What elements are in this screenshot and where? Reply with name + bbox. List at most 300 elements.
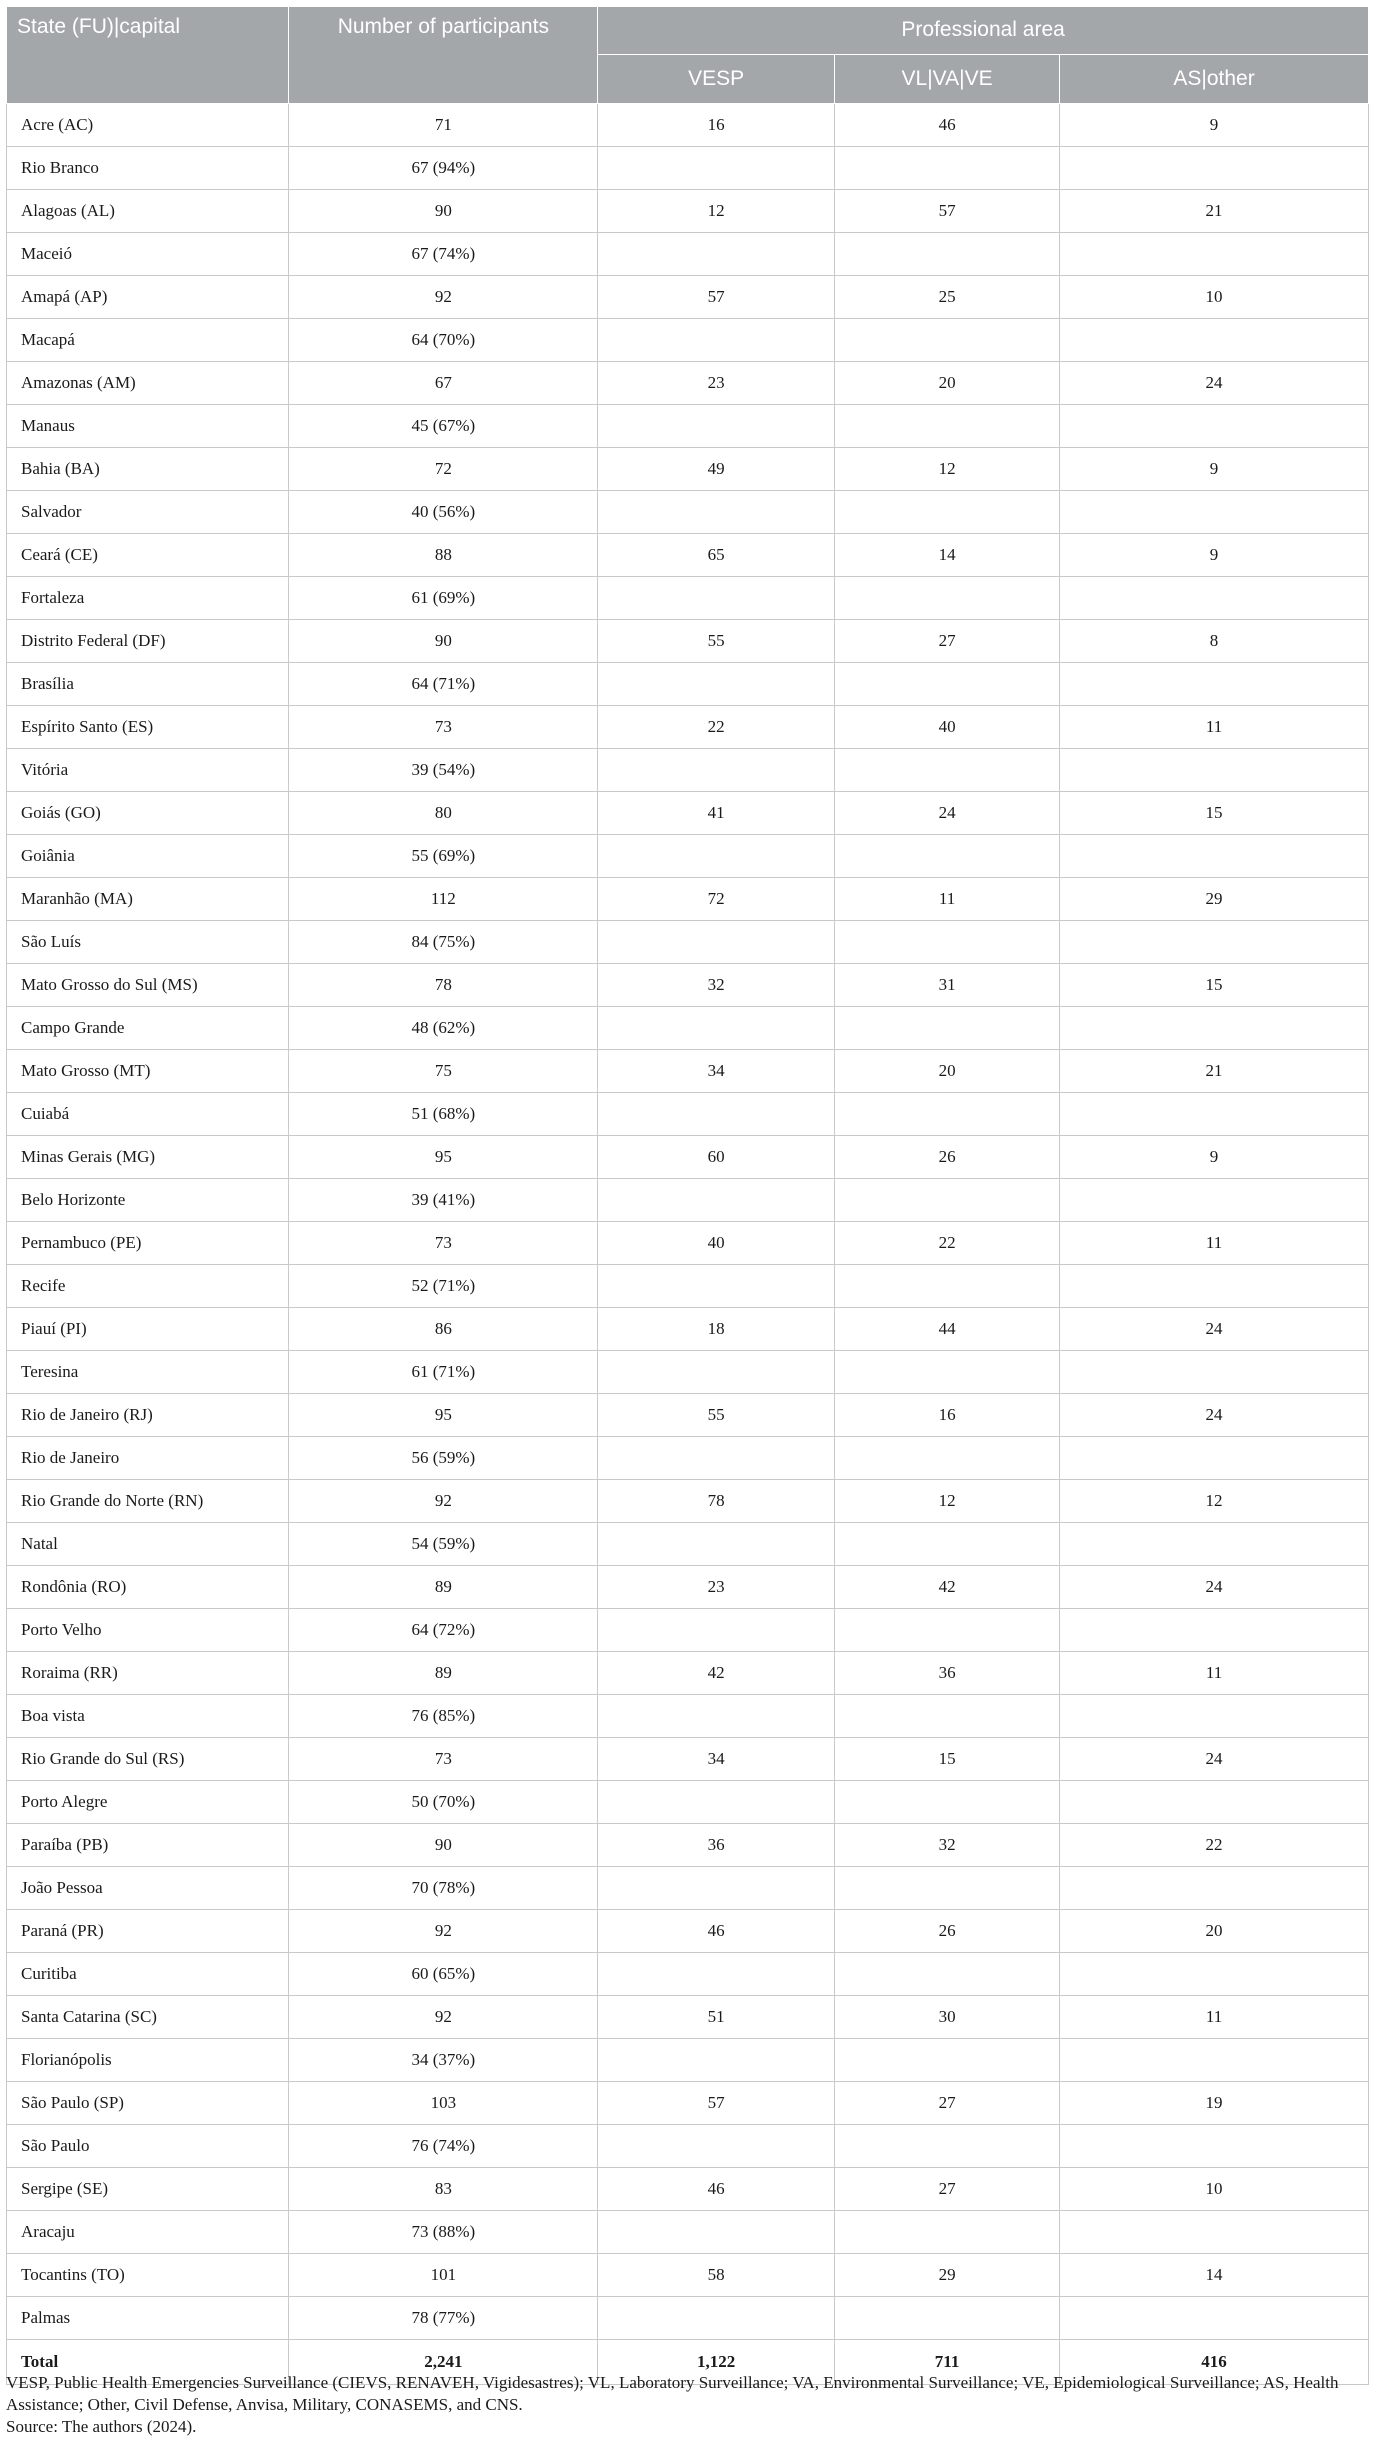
table-row [7, 1609, 1369, 1652]
as-other-cell: 10 [1060, 276, 1369, 319]
state-capital-cell: Distrito Federal (DF) [7, 620, 289, 663]
vl-va-ve-cell: 30 [835, 1996, 1060, 2039]
participants-cell: 88 [289, 534, 598, 577]
vesp-cell: 23 [598, 362, 835, 405]
table-row [7, 706, 1369, 749]
state-capital-cell: Ceará (CE) [7, 534, 289, 577]
vesp-cell: 23 [598, 1566, 835, 1609]
participants-cell: 51 (68%) [289, 1093, 598, 1136]
state-capital-cell: Bahia (BA) [7, 448, 289, 491]
as-other-cell [1060, 1695, 1369, 1738]
vl-va-ve-cell [835, 1953, 1060, 1996]
state-capital-cell: Recife [7, 1265, 289, 1308]
vl-va-ve-cell [835, 1867, 1060, 1910]
table-row [7, 1480, 1369, 1523]
vl-va-ve-cell [835, 2039, 1060, 2082]
state-capital-cell: Rio de Janeiro [7, 1437, 289, 1480]
vl-va-ve-cell [835, 2211, 1060, 2254]
as-other-cell [1060, 749, 1369, 792]
vesp-cell: 42 [598, 1652, 835, 1695]
vl-va-ve-cell [835, 319, 1060, 362]
table-row [7, 921, 1369, 964]
vesp-cell [598, 921, 835, 964]
vesp-cell: 34 [598, 1738, 835, 1781]
as-other-cell: 29 [1060, 878, 1369, 921]
participants-cell: 78 (77%) [289, 2297, 598, 2340]
state-capital-cell: Espírito Santo (ES) [7, 706, 289, 749]
participants-cell: 64 (72%) [289, 1609, 598, 1652]
vesp-cell [598, 577, 835, 620]
table-row [7, 2168, 1369, 2211]
state-capital-cell: Porto Alegre [7, 1781, 289, 1824]
as-other-cell: 11 [1060, 1652, 1369, 1695]
state-capital-cell: São Luís [7, 921, 289, 964]
vl-va-ve-cell: 36 [835, 1652, 1060, 1695]
vesp-cell: 55 [598, 620, 835, 663]
participants-cell: 55 (69%) [289, 835, 598, 878]
table-row [7, 104, 1369, 147]
vesp-cell [598, 1093, 835, 1136]
vesp-cell [598, 319, 835, 362]
state-capital-cell: São Paulo [7, 2125, 289, 2168]
vesp-cell [598, 2125, 835, 2168]
vesp-cell [598, 1609, 835, 1652]
state-capital-cell: Rio Grande do Norte (RN) [7, 1480, 289, 1523]
vesp-cell [598, 663, 835, 706]
state-capital-cell: Minas Gerais (MG) [7, 1136, 289, 1179]
vl-va-ve-cell [835, 405, 1060, 448]
vesp-cell: 58 [598, 2254, 835, 2297]
participants-cell: 95 [289, 1394, 598, 1437]
vl-va-ve-cell: 14 [835, 534, 1060, 577]
table-row [7, 1910, 1369, 1953]
participants-cell: 92 [289, 1910, 598, 1953]
participants-cell: 75 [289, 1050, 598, 1093]
participants-cell: 67 (94%) [289, 147, 598, 190]
table-row [7, 1179, 1369, 1222]
table-row [7, 663, 1369, 706]
as-other-cell: 11 [1060, 1222, 1369, 1265]
vesp-cell [598, 1007, 835, 1050]
footnote: VESP, Public Health Emergencies Surveillance (CIEVS, RENAVEH, Vigidesastres); VL, Laboratory Surveillance; VA, Environmental Surveillance; VE, Epidemiological Surveillance; AS, Health Assistance; Other, Civil Defense, Anvisa, Military, CONASEMS, and CNS. [6, 2373, 1339, 2414]
participants-cell: 90 [289, 1824, 598, 1867]
state-capital-cell: Palmas [7, 2297, 289, 2340]
vesp-cell [598, 749, 835, 792]
as-other-cell: 21 [1060, 190, 1369, 233]
participants-cell: 90 [289, 620, 598, 663]
state-capital-cell: Rio Grande do Sul (RS) [7, 1738, 289, 1781]
state-capital-cell: Goiânia [7, 835, 289, 878]
vl-va-ve-cell: 20 [835, 1050, 1060, 1093]
vl-va-ve-cell [835, 835, 1060, 878]
total-as-other-cell: 416 [1060, 2340, 1369, 2385]
participants-cell: 92 [289, 1480, 598, 1523]
vl-va-ve-cell [835, 921, 1060, 964]
as-other-cell: 11 [1060, 706, 1369, 749]
participants-cell: 112 [289, 878, 598, 921]
vesp-cell: 57 [598, 276, 835, 319]
vl-va-ve-cell [835, 577, 1060, 620]
state-capital-cell: São Paulo (SP) [7, 2082, 289, 2125]
table-row [7, 1136, 1369, 1179]
vl-va-ve-cell: 46 [835, 104, 1060, 147]
vesp-cell [598, 1437, 835, 1480]
state-capital-cell: Aracaju [7, 2211, 289, 2254]
vl-va-ve-cell [835, 491, 1060, 534]
as-other-cell [1060, 2125, 1369, 2168]
as-other-cell: 9 [1060, 104, 1369, 147]
participants-cell: 101 [289, 2254, 598, 2297]
participants-cell: 89 [289, 1566, 598, 1609]
total-participants-cell: 2,241 [289, 2340, 598, 2385]
total-state-capital-cell: Total [7, 2340, 289, 2385]
table-notes [6, 2372, 1369, 2438]
vesp-cell: 32 [598, 964, 835, 1007]
participants-cell: 71 [289, 104, 598, 147]
vesp-cell: 46 [598, 2168, 835, 2211]
vesp-cell [598, 1523, 835, 1566]
vesp-cell [598, 491, 835, 534]
participants-cell: 67 (74%) [289, 233, 598, 276]
participants-cell: 70 (78%) [289, 1867, 598, 1910]
state-capital-cell: Amazonas (AM) [7, 362, 289, 405]
state-capital-cell: Natal [7, 1523, 289, 1566]
vl-va-ve-cell: 15 [835, 1738, 1060, 1781]
as-other-cell: 24 [1060, 1738, 1369, 1781]
as-other-cell [1060, 663, 1369, 706]
source-note: Source: The authors (2024). [6, 2417, 197, 2436]
as-other-cell: 15 [1060, 964, 1369, 1007]
participants-cell: 72 [289, 448, 598, 491]
table-row [7, 2125, 1369, 2168]
vesp-cell: 78 [598, 1480, 835, 1523]
state-capital-cell: Alagoas (AL) [7, 190, 289, 233]
vl-va-ve-cell [835, 1179, 1060, 1222]
table-row [7, 405, 1369, 448]
total-vl-va-ve-cell: 711 [835, 2340, 1060, 2385]
vesp-cell [598, 1953, 835, 1996]
state-capital-cell: Salvador [7, 491, 289, 534]
vl-va-ve-cell: 27 [835, 2082, 1060, 2125]
vl-va-ve-cell: 25 [835, 276, 1060, 319]
table-row [7, 1093, 1369, 1136]
vesp-cell: 36 [598, 1824, 835, 1867]
table-row [7, 1351, 1369, 1394]
table-row [7, 190, 1369, 233]
state-capital-cell: Fortaleza [7, 577, 289, 620]
as-other-cell [1060, 577, 1369, 620]
vl-va-ve-cell: 57 [835, 190, 1060, 233]
vesp-cell [598, 2211, 835, 2254]
as-other-cell [1060, 1265, 1369, 1308]
participants-cell: 54 (59%) [289, 1523, 598, 1566]
state-capital-cell: Paraná (PR) [7, 1910, 289, 1953]
vl-va-ve-cell [835, 1695, 1060, 1738]
vesp-cell [598, 1695, 835, 1738]
table-row [7, 1308, 1369, 1351]
participants-cell: 64 (71%) [289, 663, 598, 706]
vesp-cell: 51 [598, 1996, 835, 2039]
vl-va-ve-cell: 16 [835, 1394, 1060, 1437]
table-row [7, 577, 1369, 620]
participants-cell: 78 [289, 964, 598, 1007]
vl-va-ve-cell: 27 [835, 620, 1060, 663]
participants-table [6, 6, 1369, 2385]
as-other-cell [1060, 835, 1369, 878]
table-row [7, 2297, 1369, 2340]
participants-cell: 50 (70%) [289, 1781, 598, 1824]
participants-cell: 73 [289, 1222, 598, 1265]
vl-va-ve-cell: 27 [835, 2168, 1060, 2211]
table-row [7, 362, 1369, 405]
vl-va-ve-cell [835, 233, 1060, 276]
as-other-cell [1060, 1523, 1369, 1566]
state-capital-cell: Teresina [7, 1351, 289, 1394]
table-row [7, 534, 1369, 577]
table-row [7, 878, 1369, 921]
vesp-cell [598, 1265, 835, 1308]
vesp-cell [598, 835, 835, 878]
state-capital-cell: Piauí (PI) [7, 1308, 289, 1351]
participants-cell: 64 (70%) [289, 319, 598, 362]
participants-cell: 80 [289, 792, 598, 835]
vesp-cell [598, 233, 835, 276]
state-capital-cell: Maceió [7, 233, 289, 276]
vl-va-ve-cell: 31 [835, 964, 1060, 1007]
table-row [7, 1007, 1369, 1050]
participants-cell: 39 (41%) [289, 1179, 598, 1222]
as-other-cell [1060, 2211, 1369, 2254]
as-other-cell: 15 [1060, 792, 1369, 835]
vl-va-ve-cell: 22 [835, 1222, 1060, 1265]
table-row [7, 233, 1369, 276]
as-other-cell: 14 [1060, 2254, 1369, 2297]
as-other-cell: 24 [1060, 1308, 1369, 1351]
vesp-cell: 18 [598, 1308, 835, 1351]
vl-va-ve-cell: 29 [835, 2254, 1060, 2297]
participants-cell: 48 (62%) [289, 1007, 598, 1050]
vesp-cell [598, 1867, 835, 1910]
as-other-cell: 11 [1060, 1996, 1369, 2039]
vl-va-ve-cell: 32 [835, 1824, 1060, 1867]
state-capital-cell: Mato Grosso (MT) [7, 1050, 289, 1093]
vl-va-ve-cell: 24 [835, 792, 1060, 835]
table-row [7, 276, 1369, 319]
table-row [7, 319, 1369, 362]
as-other-cell [1060, 1953, 1369, 1996]
vesp-cell: 16 [598, 104, 835, 147]
table-header [7, 7, 1369, 104]
as-other-cell [1060, 233, 1369, 276]
as-other-cell [1060, 2039, 1369, 2082]
vl-va-ve-cell [835, 1351, 1060, 1394]
as-other-cell: 24 [1060, 1394, 1369, 1437]
vesp-cell: 22 [598, 706, 835, 749]
table-row [7, 1652, 1369, 1695]
vl-va-ve-cell: 40 [835, 706, 1060, 749]
table-row [7, 2039, 1369, 2082]
vl-va-ve-cell [835, 2125, 1060, 2168]
as-other-cell: 9 [1060, 1136, 1369, 1179]
as-other-cell [1060, 921, 1369, 964]
participants-cell: 40 (56%) [289, 491, 598, 534]
participants-cell: 92 [289, 276, 598, 319]
vesp-cell: 46 [598, 1910, 835, 1953]
header-vl-va-ve: VL|VA|VE [835, 54, 1060, 103]
vl-va-ve-cell [835, 2297, 1060, 2340]
as-other-cell [1060, 1609, 1369, 1652]
as-other-cell [1060, 1351, 1369, 1394]
as-other-cell: 12 [1060, 1480, 1369, 1523]
state-capital-cell: Boa vista [7, 1695, 289, 1738]
vl-va-ve-cell [835, 147, 1060, 190]
participants-cell: 61 (69%) [289, 577, 598, 620]
vesp-cell: 34 [598, 1050, 835, 1093]
participants-cell: 45 (67%) [289, 405, 598, 448]
participants-cell: 95 [289, 1136, 598, 1179]
header-number-of-participants: Number of participants [289, 7, 598, 104]
header-state-capital: State (FU)|capital [7, 7, 289, 104]
vesp-cell [598, 1781, 835, 1824]
state-capital-cell: Paraíba (PB) [7, 1824, 289, 1867]
table-row [7, 1996, 1369, 2039]
vl-va-ve-cell [835, 1437, 1060, 1480]
vesp-cell [598, 1351, 835, 1394]
participants-cell: 90 [289, 190, 598, 233]
state-capital-cell: Goiás (GO) [7, 792, 289, 835]
state-capital-cell: Tocantins (TO) [7, 2254, 289, 2297]
table-row [7, 1394, 1369, 1437]
table-row [7, 2082, 1369, 2125]
vl-va-ve-cell: 42 [835, 1566, 1060, 1609]
vl-va-ve-cell [835, 749, 1060, 792]
vl-va-ve-cell [835, 1781, 1060, 1824]
table-row [7, 1050, 1369, 1093]
state-capital-cell: Florianópolis [7, 2039, 289, 2082]
participants-cell: 89 [289, 1652, 598, 1695]
state-capital-cell: Rio Branco [7, 147, 289, 190]
as-other-cell: 9 [1060, 448, 1369, 491]
participants-cell: 39 (54%) [289, 749, 598, 792]
state-capital-cell: Curitiba [7, 1953, 289, 1996]
state-capital-cell: João Pessoa [7, 1867, 289, 1910]
header-as-other: AS|other [1060, 54, 1369, 103]
participants-cell: 61 (71%) [289, 1351, 598, 1394]
as-other-cell [1060, 147, 1369, 190]
participants-cell: 83 [289, 2168, 598, 2211]
vesp-cell: 41 [598, 792, 835, 835]
state-capital-cell: Sergipe (SE) [7, 2168, 289, 2211]
as-other-cell [1060, 1437, 1369, 1480]
vl-va-ve-cell [835, 1007, 1060, 1050]
as-other-cell: 9 [1060, 534, 1369, 577]
state-capital-cell: Manaus [7, 405, 289, 448]
state-capital-cell: Belo Horizonte [7, 1179, 289, 1222]
table-body [7, 104, 1369, 2385]
as-other-cell [1060, 1093, 1369, 1136]
table-row [7, 1523, 1369, 1566]
as-other-cell: 21 [1060, 1050, 1369, 1093]
table-row [7, 1566, 1369, 1609]
as-other-cell: 24 [1060, 362, 1369, 405]
table-row [7, 792, 1369, 835]
state-capital-cell: Cuiabá [7, 1093, 289, 1136]
as-other-cell: 24 [1060, 1566, 1369, 1609]
table-row [7, 620, 1369, 663]
state-capital-cell: Brasília [7, 663, 289, 706]
state-capital-cell: Rio de Janeiro (RJ) [7, 1394, 289, 1437]
vesp-cell: 65 [598, 534, 835, 577]
table-row [7, 1222, 1369, 1265]
participants-cell: 52 (71%) [289, 1265, 598, 1308]
participants-cell: 86 [289, 1308, 598, 1351]
as-other-cell: 19 [1060, 2082, 1369, 2125]
vl-va-ve-cell [835, 1093, 1060, 1136]
table-row [7, 2254, 1369, 2297]
as-other-cell: 8 [1060, 620, 1369, 663]
state-capital-cell: Porto Velho [7, 1609, 289, 1652]
vesp-cell: 49 [598, 448, 835, 491]
state-capital-cell: Roraima (RR) [7, 1652, 289, 1695]
table-row [7, 964, 1369, 1007]
state-capital-cell: Santa Catarina (SC) [7, 1996, 289, 2039]
vl-va-ve-cell: 44 [835, 1308, 1060, 1351]
state-capital-cell: Pernambuco (PE) [7, 1222, 289, 1265]
as-other-cell: 22 [1060, 1824, 1369, 1867]
vl-va-ve-cell [835, 663, 1060, 706]
header-professional-area: Professional area [598, 7, 1369, 55]
vl-va-ve-cell: 26 [835, 1136, 1060, 1179]
as-other-cell: 10 [1060, 2168, 1369, 2211]
as-other-cell: 20 [1060, 1910, 1369, 1953]
vl-va-ve-cell: 11 [835, 878, 1060, 921]
table-row [7, 2211, 1369, 2254]
total-vesp-cell: 1,122 [598, 2340, 835, 2385]
state-capital-cell: Vitória [7, 749, 289, 792]
vesp-cell: 57 [598, 2082, 835, 2125]
participants-cell: 56 (59%) [289, 1437, 598, 1480]
vesp-cell [598, 1179, 835, 1222]
state-capital-cell: Maranhão (MA) [7, 878, 289, 921]
state-capital-cell: Mato Grosso do Sul (MS) [7, 964, 289, 1007]
table-row [7, 835, 1369, 878]
as-other-cell [1060, 1781, 1369, 1824]
table-row [7, 1265, 1369, 1308]
vesp-cell [598, 405, 835, 448]
as-other-cell [1060, 1867, 1369, 1910]
participants-cell: 60 (65%) [289, 1953, 598, 1996]
table-row [7, 1953, 1369, 1996]
participants-cell: 73 [289, 706, 598, 749]
header-vesp: VESP [598, 54, 835, 103]
participants-cell: 73 [289, 1738, 598, 1781]
participants-cell: 92 [289, 1996, 598, 2039]
vl-va-ve-cell: 20 [835, 362, 1060, 405]
vl-va-ve-cell: 12 [835, 1480, 1060, 1523]
vesp-cell: 72 [598, 878, 835, 921]
state-capital-cell: Macapá [7, 319, 289, 362]
table-row [7, 448, 1369, 491]
table-row [7, 491, 1369, 534]
participants-cell: 34 (37%) [289, 2039, 598, 2082]
participants-cell: 76 (85%) [289, 1695, 598, 1738]
table-row [7, 1781, 1369, 1824]
participants-cell: 67 [289, 362, 598, 405]
as-other-cell [1060, 319, 1369, 362]
participants-cell: 103 [289, 2082, 598, 2125]
vl-va-ve-cell: 12 [835, 448, 1060, 491]
state-capital-cell: Amapá (AP) [7, 276, 289, 319]
